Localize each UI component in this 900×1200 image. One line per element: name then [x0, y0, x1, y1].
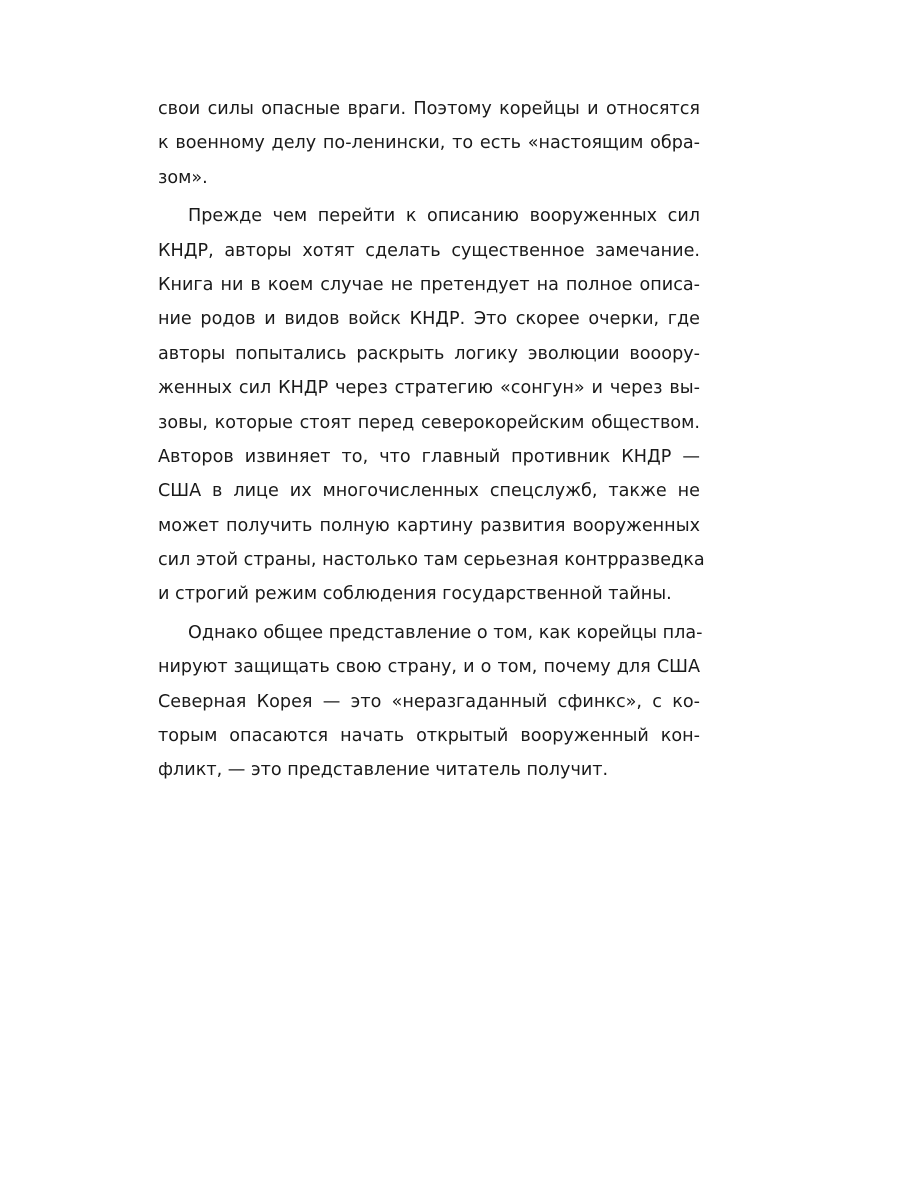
text-line: и строгий режим соблюдения государственной тайны.	[158, 584, 672, 605]
text-line: свои силы опасные враги. Поэтому корейцы и относятся	[158, 99, 700, 119]
text-line: торым опасаются начать открытый вооруженный кон-	[158, 726, 700, 747]
paragraph-2	[158, 199, 705, 612]
text-line: нируют защищать свою страну, и о том, почему для США	[158, 657, 700, 678]
text-line: Авторов извиняет то, что главный противник КНДР —	[158, 446, 700, 467]
text-line: ние родов и видов войск КНДР. Это скорее очерки, где	[158, 309, 700, 330]
paragraph-1	[158, 92, 700, 195]
text-line: КНДР, авторы хотят сделать существенное замечание.	[158, 240, 700, 261]
text-line: женных сил КНДР через стратегию «сонгун» и через вы-	[158, 378, 700, 399]
paragraph-3	[158, 616, 703, 788]
body-text	[158, 92, 705, 792]
text-line: Книга ни в коем случае не претендует на полное описа-	[158, 274, 700, 295]
text-line: зом».	[158, 167, 208, 188]
text-line: Северная Корея — это «неразгаданный сфинкс», с ко-	[158, 691, 700, 712]
text-line: зовы, которые стоят перед северокорейским обществом.	[158, 412, 700, 433]
text-line: Прежде чем перейти к описанию вооруженных сил	[188, 206, 700, 227]
text-line: США в лице их многочисленных спецслужб, также не	[158, 481, 700, 502]
text-line: авторы попытались раскрыть логику эволюции вооору-	[158, 343, 700, 364]
text-line: к военному делу по-ленински, то есть «настоящим обра-	[158, 133, 700, 154]
text-line: фликт, — это представление читатель получит.	[158, 760, 609, 781]
text-line: Однако общее представление о том, как корейцы пла-	[188, 622, 703, 643]
text-line: сил этой страны, настолько там серьезная контрразведка	[158, 550, 705, 571]
text-line: может получить полную картину развития вооруженных	[158, 515, 700, 536]
